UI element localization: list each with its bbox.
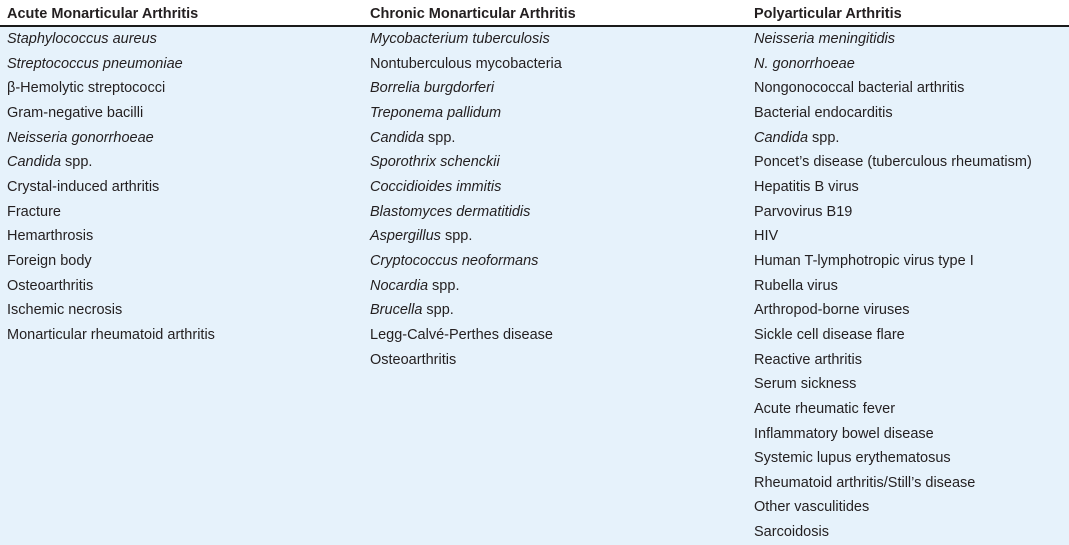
- cell-text: spp.: [440, 228, 473, 245]
- list-item: [370, 27, 562, 52]
- cell-text: Serum sickness: [754, 376, 857, 393]
- cell-text: Neisseria meningitidis: [754, 31, 896, 47]
- list-item: [754, 348, 1032, 373]
- cell-text: Sarcoidosis: [754, 524, 829, 541]
- list-item: [370, 200, 562, 225]
- table-body: [0, 27, 1069, 545]
- cell-text: Other vasculitides: [754, 499, 870, 516]
- list-item: [754, 495, 1032, 520]
- list-item: [754, 471, 1032, 496]
- list-item: [7, 224, 215, 249]
- cell-text: Streptococcus pneumoniae: [7, 55, 183, 72]
- cell-text: Arthropod-borne viruses: [754, 302, 910, 319]
- list-item: [370, 274, 562, 299]
- cell-text: Coccidioides immitis: [370, 178, 502, 195]
- cell-text: spp.: [808, 129, 840, 146]
- list-item: [7, 175, 215, 200]
- cell-text: Brucella: [370, 302, 423, 319]
- list-item: [754, 52, 1032, 77]
- cell-text: Reactive arthritis: [754, 351, 862, 368]
- list-item: [7, 52, 215, 77]
- list-item: [7, 27, 215, 52]
- header-acute-monarticular: Acute Monarticular Arthritis: [7, 6, 199, 22]
- cell-text: N. gonorrhoeae: [754, 55, 855, 72]
- list-item: [754, 249, 1032, 274]
- header-polyarticular: Polyarticular Arthritis: [754, 6, 902, 22]
- cell-text: Mycobacterium tuberculosis: [370, 31, 550, 47]
- cell-text: Osteoarthritis: [370, 351, 457, 368]
- cell-text: Legg-Calvé-Perthes disease: [370, 326, 553, 343]
- list-item: [370, 348, 562, 373]
- list-item: [370, 76, 562, 101]
- cell-text: Inflammatory bowel disease: [754, 425, 934, 442]
- cell-text: Parvovirus B19: [754, 203, 853, 220]
- cell-text: spp.: [61, 154, 93, 171]
- cell-text: Sporothrix schenckii: [370, 154, 500, 171]
- list-item: [754, 323, 1032, 348]
- cell-text: Nontuberculous mycobacteria: [370, 55, 562, 72]
- list-item: [370, 126, 562, 151]
- list-item: [370, 101, 562, 126]
- cell-text: Nongonococcal bacterial arthritis: [754, 80, 965, 97]
- cell-text: Gram-negative bacilli: [7, 104, 144, 121]
- list-item: [754, 175, 1032, 200]
- list-item: [754, 27, 1032, 52]
- list-item: [754, 126, 1032, 151]
- cell-text: Candida: [7, 154, 62, 171]
- list-item: [7, 101, 215, 126]
- cell-text: Fracture: [7, 203, 61, 220]
- cell-text: Crystal-induced arthritis: [7, 178, 160, 195]
- cell-text: Ischemic necrosis: [7, 302, 123, 319]
- list-item: [370, 175, 562, 200]
- cell-text: Blastomyces dermatitidis: [370, 203, 531, 220]
- list-item: [754, 101, 1032, 126]
- table-header-row: [0, 0, 1069, 27]
- list-item: [7, 249, 215, 274]
- list-item: [370, 298, 562, 323]
- list-item: [370, 150, 562, 175]
- list-item: [754, 150, 1032, 175]
- list-item: [7, 323, 215, 348]
- list-item: [7, 298, 215, 323]
- list-item: [754, 397, 1032, 422]
- cell-text: spp.: [428, 277, 460, 294]
- cell-text: Aspergillus: [370, 228, 441, 245]
- cell-text: spp.: [424, 129, 456, 146]
- list-item: [7, 150, 215, 175]
- cell-text: Hepatitis B virus: [754, 178, 859, 195]
- cell-text: Staphylococcus aureus: [7, 31, 157, 47]
- cell-text: Bacterial endocarditis: [754, 104, 893, 121]
- header-chronic-monarticular: Chronic Monarticular Arthritis: [370, 6, 576, 22]
- cell-text: Systemic lupus erythematosus: [754, 450, 951, 467]
- list-item: [370, 52, 562, 77]
- cell-text: Human T-lymphotropic virus type I: [754, 252, 974, 269]
- list-item: [370, 249, 562, 274]
- cell-text: Neisseria gonorrhoeae: [7, 129, 154, 146]
- list-item: [754, 422, 1032, 447]
- cell-text: Rubella virus: [754, 277, 838, 294]
- list-item: [754, 372, 1032, 397]
- list-item: [754, 76, 1032, 101]
- cell-text: Monarticular rheumatoid arthritis: [7, 326, 215, 343]
- cell-text: Borrelia burgdorferi: [370, 80, 495, 97]
- list-item: [754, 446, 1032, 471]
- cell-text: Hemarthrosis: [7, 228, 94, 245]
- list-item: [370, 323, 562, 348]
- column-chronic-monarticular: [370, 27, 562, 372]
- column-acute-monarticular: [7, 27, 215, 348]
- cell-text: HIV: [754, 228, 779, 245]
- cell-text: Cryptococcus neoformans: [370, 252, 539, 269]
- list-item: [370, 224, 562, 249]
- list-item: [7, 126, 215, 151]
- list-item: [754, 224, 1032, 249]
- list-item: [7, 274, 215, 299]
- cell-text: Acute rheumatic fever: [754, 400, 896, 417]
- cell-text: Osteoarthritis: [7, 277, 94, 294]
- cell-text: Foreign body: [7, 252, 92, 269]
- list-item: [754, 520, 1032, 545]
- column-polyarticular: [754, 27, 1032, 545]
- cell-text: β-Hemolytic streptococci: [7, 80, 166, 97]
- list-item: [7, 76, 215, 101]
- cell-text: Treponema pallidum: [370, 104, 502, 121]
- cell-text: Poncet’s disease (tuberculous rheumatism): [754, 154, 1032, 171]
- list-item: [7, 200, 215, 225]
- cell-text: spp.: [422, 302, 454, 319]
- list-item: [754, 200, 1032, 225]
- list-item: [754, 274, 1032, 299]
- cell-text: Rheumatoid arthritis/Still’s disease: [754, 474, 976, 491]
- cell-text: Sickle cell disease flare: [754, 326, 905, 343]
- cell-text: Nocardia: [370, 277, 429, 294]
- cell-text: Candida: [370, 129, 425, 146]
- cell-text: Candida: [754, 129, 809, 146]
- list-item: [754, 298, 1032, 323]
